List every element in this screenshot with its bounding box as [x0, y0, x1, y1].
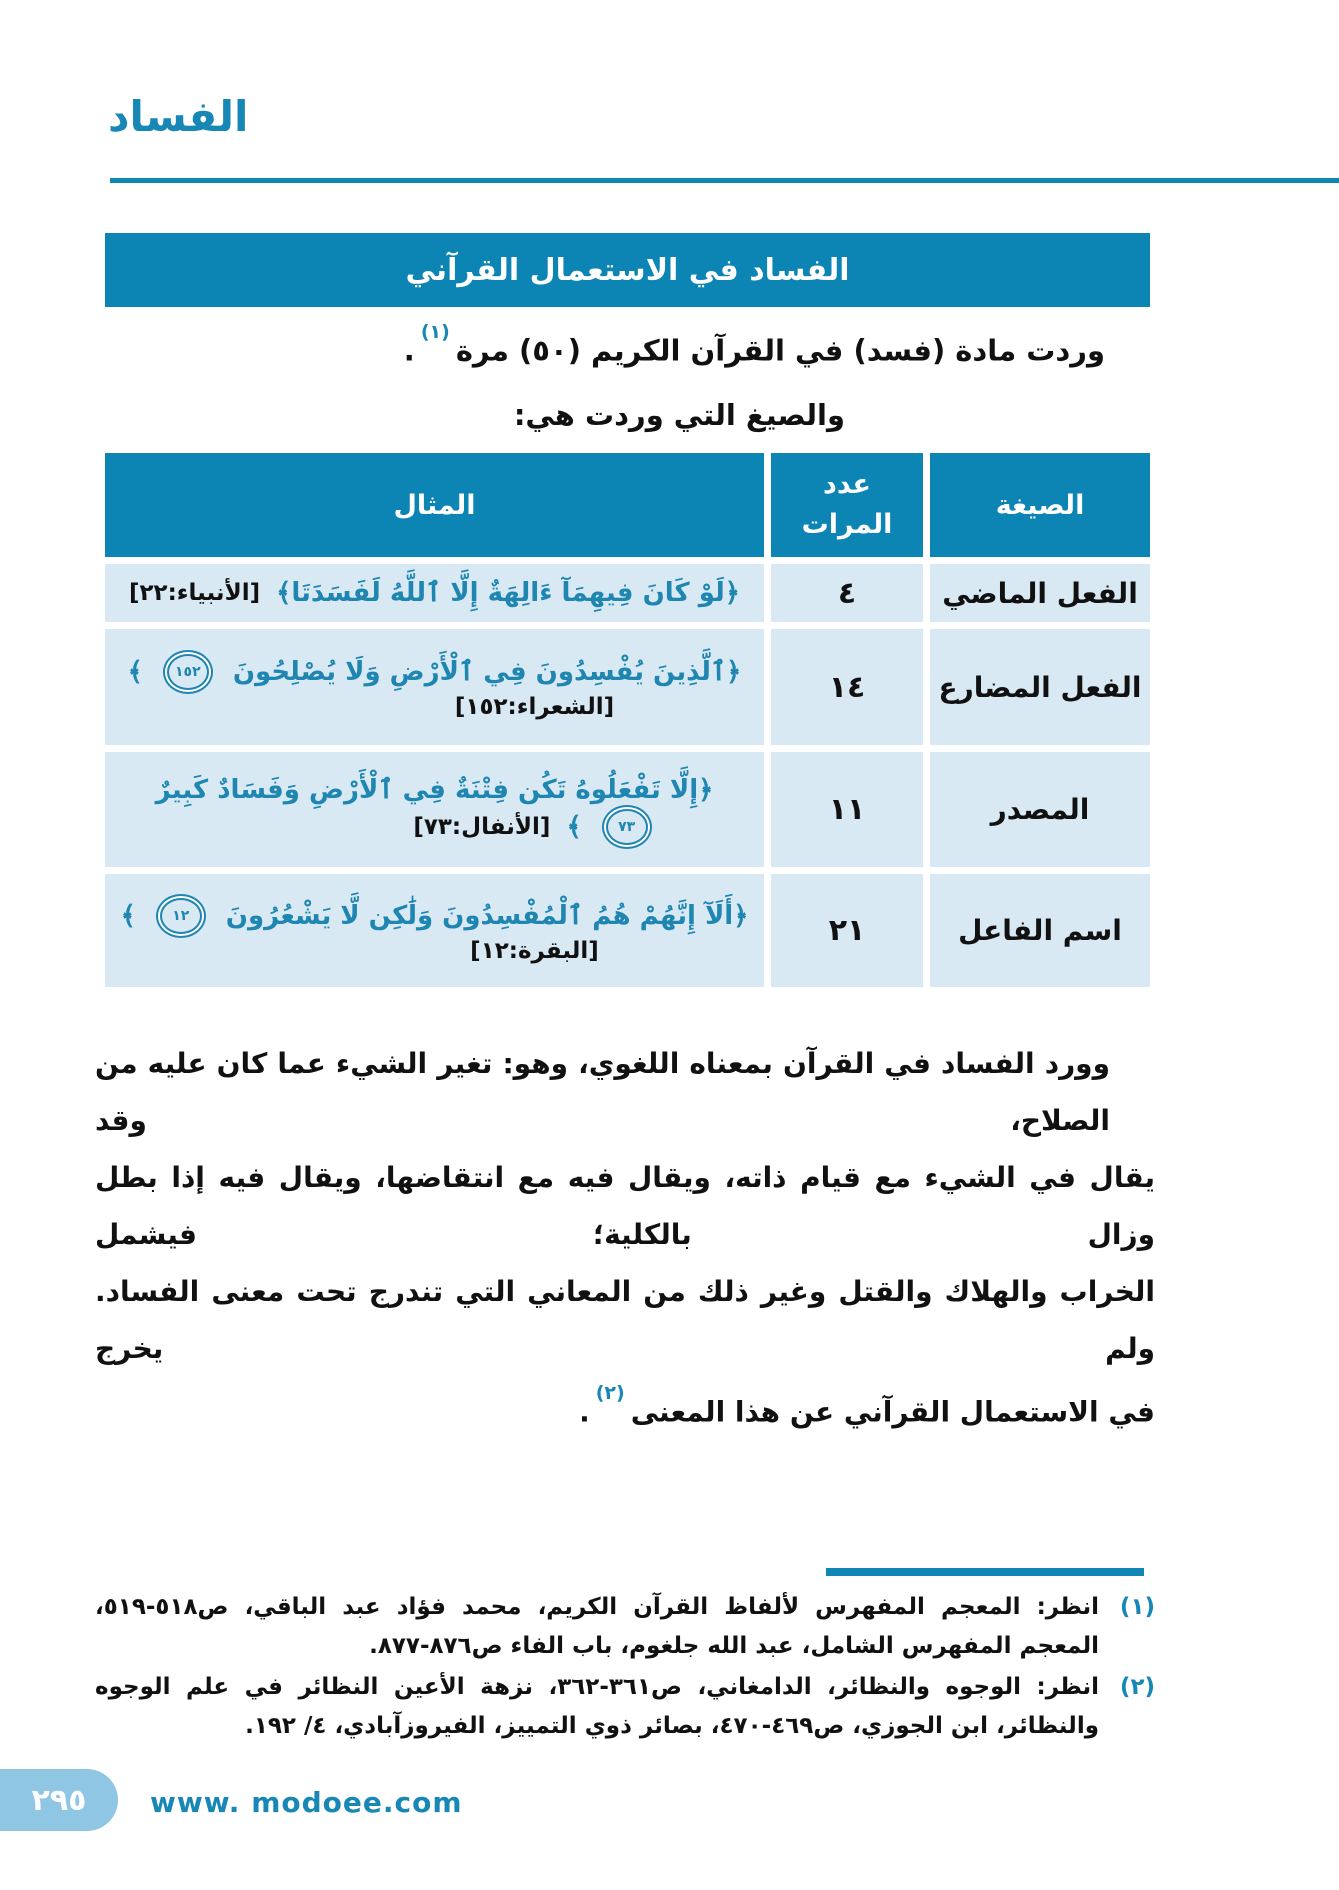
column-header-count: [771, 453, 923, 557]
ayah-medallion-icon: ١٥٢: [167, 654, 209, 690]
verse-reference: [الأنبياء:٢٢]: [128, 580, 261, 606]
table-row-2-form: الفعل المضارع: [930, 629, 1150, 745]
forms-table: [105, 453, 1150, 987]
footnote-2-text: انظر: الوجوه والنظائر، الدامغاني، ص٣٦١-٣٦٢، نزهة الأعين النظائر في علم الوجوه والنظائر، ابن الجوزي، ص٤٦٩-٤٧٠، بصائر ذوي التمييز، الفيروزآبادي، ٤/ ١٩٢.: [95, 1674, 1099, 1739]
verse-reference-line: [460, 936, 609, 966]
section-title-bar: [105, 233, 1150, 307]
table-row-1-form: الفعل الماضي: [930, 564, 1150, 622]
footnote-ref-1: (١): [420, 321, 450, 343]
ayah-medallion-icon: ١٢: [160, 898, 202, 934]
verse-reference-line: [445, 692, 624, 722]
column-header-count-label: عدد المرات: [801, 468, 893, 540]
paragraph-line-1: وورد الفساد في القرآن بمعناه اللغوي، وهو: تغير الشيء عما كان عليه من الصلاح، وقد: [95, 1047, 1110, 1137]
footnote-ref-2: (٢): [595, 1382, 625, 1404]
table-row-4-example: [105, 874, 764, 987]
paragraph-line-2: يقال في الشيء مع قيام ذاته، ويقال فيه مع انتقاضها، ويقال فيه إذا بطل وزال بالكلية؛ فيشمل: [95, 1161, 1155, 1251]
verse-reference: [الأنفال:٧٣]: [413, 813, 551, 840]
paragraph-line-4-text: في الاستعمال القرآني عن هذا المعنى: [630, 1395, 1155, 1429]
verse-reference-line: [403, 807, 665, 847]
table-row-2-count: ١٤: [771, 629, 923, 745]
quran-verse: ﴿لَوْ كَانَ فِيهِمَآ ءَالِهَةٌ إِلَّا ٱللَّهُ لَفَسَدَتَا﴾: [276, 578, 741, 608]
page-number-tab: [0, 1769, 118, 1831]
section-title: الفساد في الاستعمال القرآني: [405, 252, 850, 288]
quran-verse: ﴿إِلَّا تَفْعَلُوهُ تَكُن فِتْنَةٌ فِي ٱلْأَرْضِ وَفَسَادٌ كَبِيرٌ: [155, 774, 714, 805]
table-row-3-form: المصدر: [930, 752, 1150, 867]
table-row-1-example: [105, 564, 764, 622]
website-link[interactable]: www. modoee.com: [150, 1786, 463, 1819]
verse-reference: [البقرة:١٢]: [470, 937, 599, 964]
table-row-3-example: [105, 752, 764, 867]
verse-close-bracket: ﴾: [120, 900, 136, 931]
footnote-1-text: انظر: المعجم المفهرس لألفاظ القرآن الكريم، محمد فؤاد عبد الباقي، ص٥١٨-٥١٩، المعجم المفهرس الشامل، عبد الله جلغوم، باب الفاء ص٨٧٦-٨٧٧.: [95, 1594, 1099, 1659]
body-paragraph: [95, 1035, 1155, 1440]
intro-line-1-text: وردت مادة (فسد) في القرآن الكريم (٥٠) مرة: [455, 333, 1105, 368]
verse-line: [118, 652, 752, 692]
paragraph-line-3: الخراب والهلاك والقتل وغير ذلك من المعاني التي تندرج تحت معنى الفساد. ولم يخرج: [95, 1275, 1155, 1365]
table-row-3-count: ١١: [771, 752, 923, 867]
verse-close-bracket: ﴾: [566, 811, 582, 842]
intro-line-1-period: .: [403, 333, 415, 368]
header-rule: [110, 178, 1339, 183]
verse-line: [119, 576, 750, 610]
running-head: الفساد: [108, 92, 249, 141]
quran-verse: ﴿أَلَآ إِنَّهُمْ هُمُ ٱلْمُفْسِدُونَ وَلَٰكِن لَّا يَشْعُرُونَ: [225, 900, 749, 931]
footnote-1: [95, 1588, 1155, 1666]
footnote-1-marker: (١): [1119, 1594, 1155, 1620]
paragraph-line-4: [95, 1377, 1155, 1440]
intro-line-2: والصيغ التي وردت هي:: [513, 398, 845, 432]
footnote-separator: [826, 1568, 1144, 1576]
column-header-example: المثال: [105, 453, 764, 557]
footnotes: [95, 1588, 1155, 1748]
verse-line: [146, 773, 724, 807]
ayah-medallion-icon: ٧٣: [606, 809, 648, 845]
paragraph-line-4-period: .: [579, 1395, 590, 1429]
verse-line: [111, 896, 759, 936]
footnote-2: [95, 1668, 1155, 1746]
footnote-2-marker: (٢): [1119, 1674, 1155, 1700]
table-row-1-count: ٤: [771, 564, 923, 622]
intro-line-1: [403, 321, 1105, 368]
verse-close-bracket: ﴾: [127, 657, 143, 687]
page-number: ٢٩٥: [31, 1782, 87, 1818]
table-row-4-count: ٢١: [771, 874, 923, 987]
column-header-form: الصيغة: [930, 453, 1150, 557]
verse-reference: [الشعراء:١٥٢]: [454, 694, 615, 720]
table-row-4-form: اسم الفاعل: [930, 874, 1150, 987]
quran-verse: ﴿ٱلَّذِينَ يُفْسِدُونَ فِي ٱلْأَرْضِ وَلَا يُصْلِحُونَ: [232, 657, 742, 687]
table-row-2-example: [105, 629, 764, 745]
